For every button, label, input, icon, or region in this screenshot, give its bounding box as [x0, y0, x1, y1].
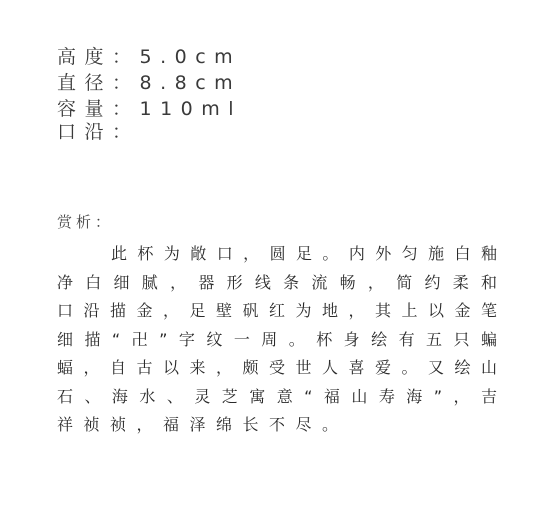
- spec-diameter: 直径：8.8cm: [57, 72, 242, 94]
- appreciation-paragraph: [57, 240, 497, 440]
- paragraph-line: 蝠，自古以来，颇受世人喜爱。又绘山: [57, 358, 497, 377]
- paragraph-line: 净白细腻，器形线条流畅，简约柔和: [57, 272, 497, 292]
- paragraph-line: 此杯为敞口，圆足。内外匀施白釉: [111, 244, 497, 263]
- paragraph-line: 口沿描金，足壁矾红为地，其上以金笔: [57, 301, 497, 320]
- paragraph-line: 细描“卍”字纹一周。杯身绘有五只蝙: [57, 329, 497, 349]
- paragraph-line: 石、海水、灵芝寓意“福山寿海”，吉: [57, 386, 497, 406]
- appreciation-heading: 赏析：: [57, 213, 115, 231]
- spec-partial-line: 口沿：: [57, 121, 140, 143]
- spec-height: 高度：5.0cm: [57, 46, 242, 68]
- paragraph-line: 祥祯祯，福泽绵长不尽。: [57, 415, 349, 434]
- spec-list: [57, 44, 437, 143]
- spec-capacity: 容量：110ml: [57, 98, 243, 120]
